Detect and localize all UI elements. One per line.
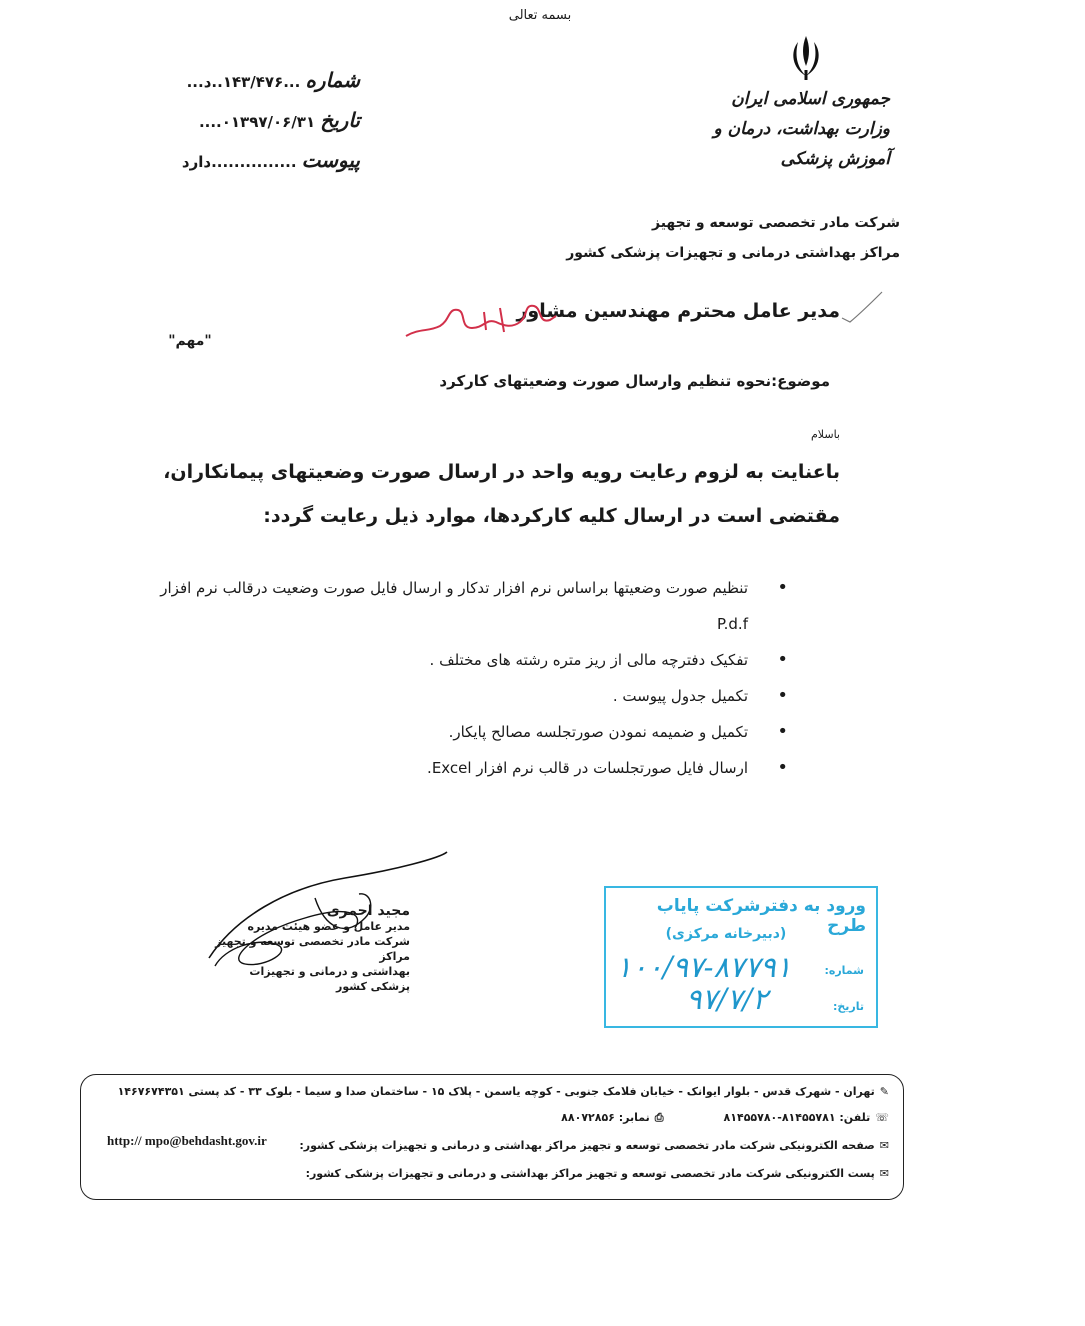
signatory-org-line-2: بهداشتی و درمانی و تجهیزات پزشکی کشور <box>249 965 410 993</box>
website-address: http:// mpo@behdasht.gov.ir <box>107 1133 267 1148</box>
number-label: شماره <box>305 68 360 92</box>
fax-text: نمابر: ۸۸۰۷۲۸۵۶ <box>561 1111 650 1124</box>
website-label: صفحه الکترونیکی شرکت مادر تخصصی توسعه و تجهیز مراکز بهداشتی و درمانی و تجهیزات پزشکی کشور: <box>299 1139 875 1152</box>
list-item: • تفکیک دفترچه مالی از ریز متره رشته های مختلف . <box>160 642 800 678</box>
list-item: • تکمیل جدول پیوست . <box>160 678 800 714</box>
envelope-icon: ✉ <box>879 1167 889 1180</box>
body-line-2: مقتضی است در ارسال کلیه کارکردها، موارد ذیل رعایت گردد: <box>263 505 840 527</box>
list-item: • تنظیم صورت وضعیتها براساس نرم افزار تدکار و ارسال فایل صورت وضعیت درقالب نرم افزار P.d.f <box>160 570 800 642</box>
date-value: ۰۱۳۹۷/۰۶/۳۱.... <box>198 113 316 131</box>
emblem-icon <box>780 32 832 84</box>
address-icon: ✎ <box>879 1085 889 1098</box>
footer-email <box>306 1167 889 1180</box>
footer-address <box>118 1085 889 1098</box>
ministry-line-1: جمهوری اسلامی ایران <box>731 89 890 109</box>
attachment-row <box>160 140 360 180</box>
stamp-number-value: ۱۰۰/۹۷-۸۷۷۹۱ <box>616 950 792 984</box>
phone-icon: ☏ <box>875 1111 889 1124</box>
email-label: پست الکترونیکی شرکت مادر تخصصی توسعه و تجهیز مراکز بهداشتی و درمانی و تجهیزات پزشکی کشور: <box>305 1167 875 1180</box>
attachment-value: ...............دارد <box>181 153 297 171</box>
signatory-name: مجید احمری <box>326 903 410 919</box>
recipient-line: مدیر عامل محترم مهندسین مشاور <box>516 300 840 322</box>
stamp-number-label: شماره: <box>824 964 864 977</box>
number-row <box>160 60 360 100</box>
signatory-block <box>210 904 410 994</box>
company-line-1: شرکت مادر تخصصی توسعه و تجهیز <box>652 215 900 231</box>
subject-line: موضوع:نحوه تنظیم وارسال صورت وضعیتهای کارکرد <box>439 372 830 390</box>
check-mark-icon <box>838 288 886 328</box>
phone-text: تلفن: ۸۱۴۵۵۷۸۱-۸۱۴۵۵۷۸۰ <box>723 1111 871 1124</box>
footer-phone-fax <box>561 1111 889 1125</box>
envelope-icon: ✉ <box>879 1139 889 1152</box>
ministry-name <box>700 84 890 174</box>
attachment-label: پیوست <box>301 148 360 172</box>
basmala-heading: بسمه تعالی <box>508 8 572 23</box>
letter-body <box>140 450 840 538</box>
date-row <box>160 100 360 140</box>
list-item: • ارسال فایل صورتجلسات در قالب نرم افزار Excel. <box>160 750 800 786</box>
stamp-date-value: ۹۷/۷/۲ <box>686 982 768 1016</box>
body-line-1: باعنایت به لزوم رعایت رویه واحد در ارسال صورت وضعیتهای پیمانکاران، <box>163 461 840 483</box>
footer-website <box>299 1139 889 1152</box>
fax-icon: ⎙ <box>654 1111 664 1124</box>
handwritten-recipient <box>400 298 560 344</box>
important-note: "مهم" <box>168 333 212 349</box>
stamp-title: ورود به دفترشرکت پایاب طرح <box>656 896 866 936</box>
greeting: باسلام <box>810 428 840 441</box>
number-value: ...۱۴۳/۴۷۶..د... <box>186 73 301 91</box>
reception-stamp <box>604 886 878 1028</box>
stamp-date-label: تاریخ: <box>832 1000 864 1013</box>
address-text: تهران - شهرک قدس - بلوار ایوانک - خیابان فلامک جنوبی - کوچه یاسمن - پلاک ۱۵ - ساختمان صدا و سیما - بلوک ۳۳ - کد پستی ۱۴۶۷۶۷۴۳۵۱ <box>117 1085 875 1098</box>
sender-company <box>560 208 900 268</box>
stamp-subtitle: (دبیرخانه مرکزی) <box>665 926 787 942</box>
signatory-title: مدیر عامل و عضو هیئت مدیره <box>247 920 410 933</box>
company-line-2: مراکز بهداشتی درمانی و تجهیزات پزشکی کشور <box>566 245 900 261</box>
signatory-org-line-1: شرکت مادر تخصصی توسعه و تجهیز مراکز <box>215 935 410 963</box>
date-label: تاریخ <box>320 108 360 132</box>
footer-contact-box <box>80 1074 904 1200</box>
list-item: • تکمیل و ضمیمه نمودن صورتجلسه مصالح پایکار. <box>160 714 800 750</box>
ministry-line-2: وزارت بهداشت، درمان و آموزش پزشکی <box>713 119 890 169</box>
letter-meta <box>160 60 360 180</box>
requirements-list <box>160 570 800 786</box>
